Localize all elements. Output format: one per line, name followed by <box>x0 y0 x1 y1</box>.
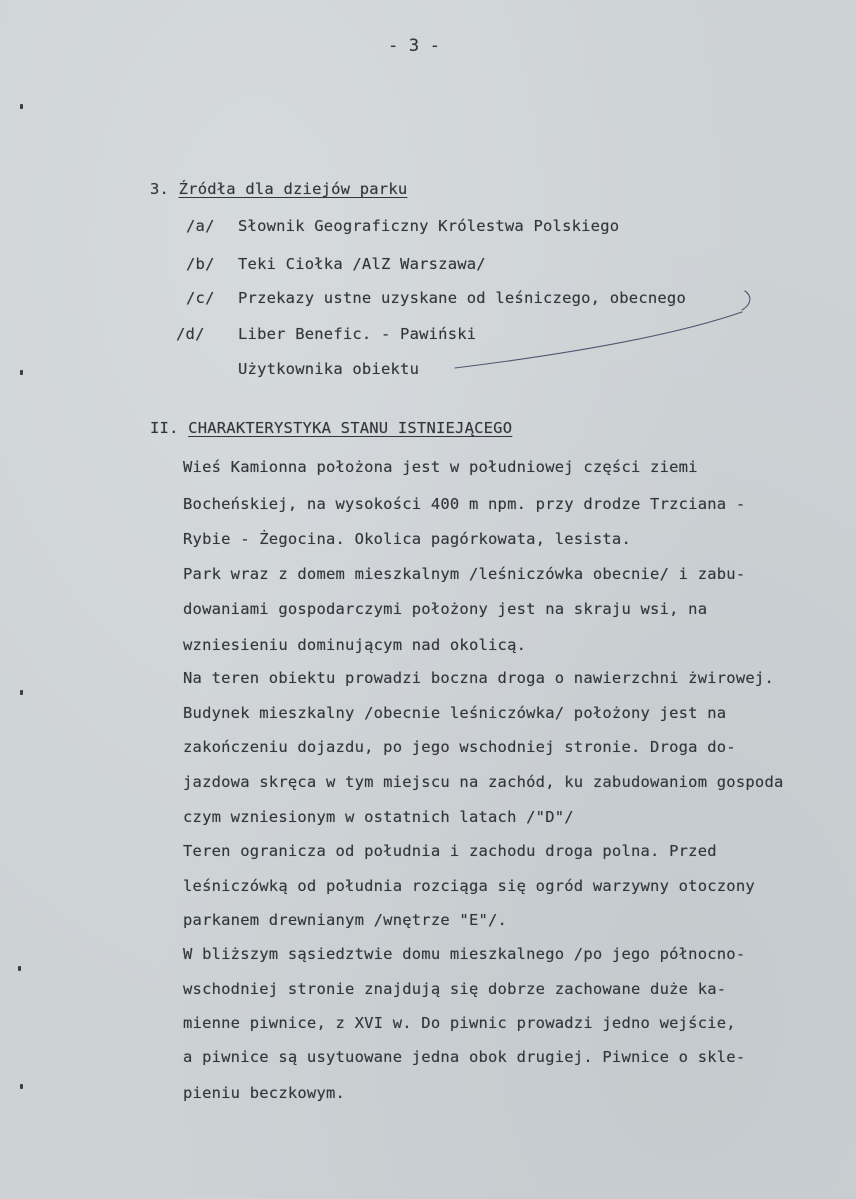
body-line: mienne piwnice, z XVI w. Do piwnic prowadzi jedno wejście, <box>183 1014 736 1032</box>
section2-heading <box>150 419 512 437</box>
page-number: - 3 - <box>388 36 441 56</box>
body-line: pieniu beczkowym. <box>183 1084 346 1102</box>
section2-title: CHARAKTERYSTYKA STANU ISTNIEJĄCEGO <box>188 419 513 437</box>
source-label: /d/ <box>176 325 205 343</box>
body-line: Na teren obiektu prowadzi boczna droga o nawierzchni żwirowej. <box>183 669 774 687</box>
body-line: Park wraz z domem mieszkalnym /leśniczówka obecnie/ i zabu- <box>183 565 746 583</box>
section3-title: Źródła dla dziejów parku <box>178 180 408 198</box>
body-line: Budynek mieszkalny /obecnie leśniczówka/ położony jest na <box>183 704 727 722</box>
source-label: /b/ <box>186 255 215 273</box>
body-line: dowaniami gospodarczymi położony jest na skraju wsi, na <box>183 600 708 618</box>
body-line: zakończeniu dojazdu, po jego wschodniej stronie. Droga do- <box>183 738 736 756</box>
source-text: Teki Ciołka /AlZ Warszawa/ <box>238 255 486 273</box>
body-line: jazdowa skręca w tym miejscu na zachód, ku zabudowaniom gospoda <box>183 773 784 791</box>
body-line: Rybie - Żegocina. Okolica pagórkowata, lesista. <box>183 530 631 548</box>
source-text: Liber Benefic. - Pawiński <box>238 325 477 343</box>
body-line: Wieś Kamionna położona jest w południowej części ziemi <box>183 458 698 476</box>
body-line: leśniczówką od południa rozciąga się ogród warzywny otoczony <box>183 877 755 895</box>
body-line: a piwnice są usytuowane jedna obok drugiej. Piwnice o skle- <box>183 1048 746 1066</box>
section2-number: II. <box>150 419 179 437</box>
source-continuation: Użytkownika obiektu <box>238 360 420 378</box>
body-line: parkanem drewnianym /wnętrze "E"/. <box>183 911 508 929</box>
section3-number: 3. <box>150 180 170 198</box>
source-text: Przekazy ustne uzyskane od leśniczego, obecnego <box>238 289 686 307</box>
body-line: wschodniej stronie znajdują się dobrze zachowane duże ka- <box>183 980 727 998</box>
source-text: Słownik Geograficzny Królestwa Polskiego <box>238 217 620 235</box>
body-line: Teren ogranicza od południa i zachodu droga polna. Przed <box>183 842 717 860</box>
body-line: W bliższym sąsiedztwie domu mieszkalnego /po jego północno- <box>183 945 746 963</box>
body-line: Bocheńskiej, na wysokości 400 m npm. przy drodze Trzciana - <box>183 495 746 513</box>
source-label: /c/ <box>186 289 215 307</box>
body-line: wzniesieniu dominującym nad okolicą. <box>183 636 527 654</box>
source-label: /a/ <box>186 217 215 235</box>
body-line: czym wzniesionym w ostatnich latach /"D"/ <box>183 808 574 826</box>
